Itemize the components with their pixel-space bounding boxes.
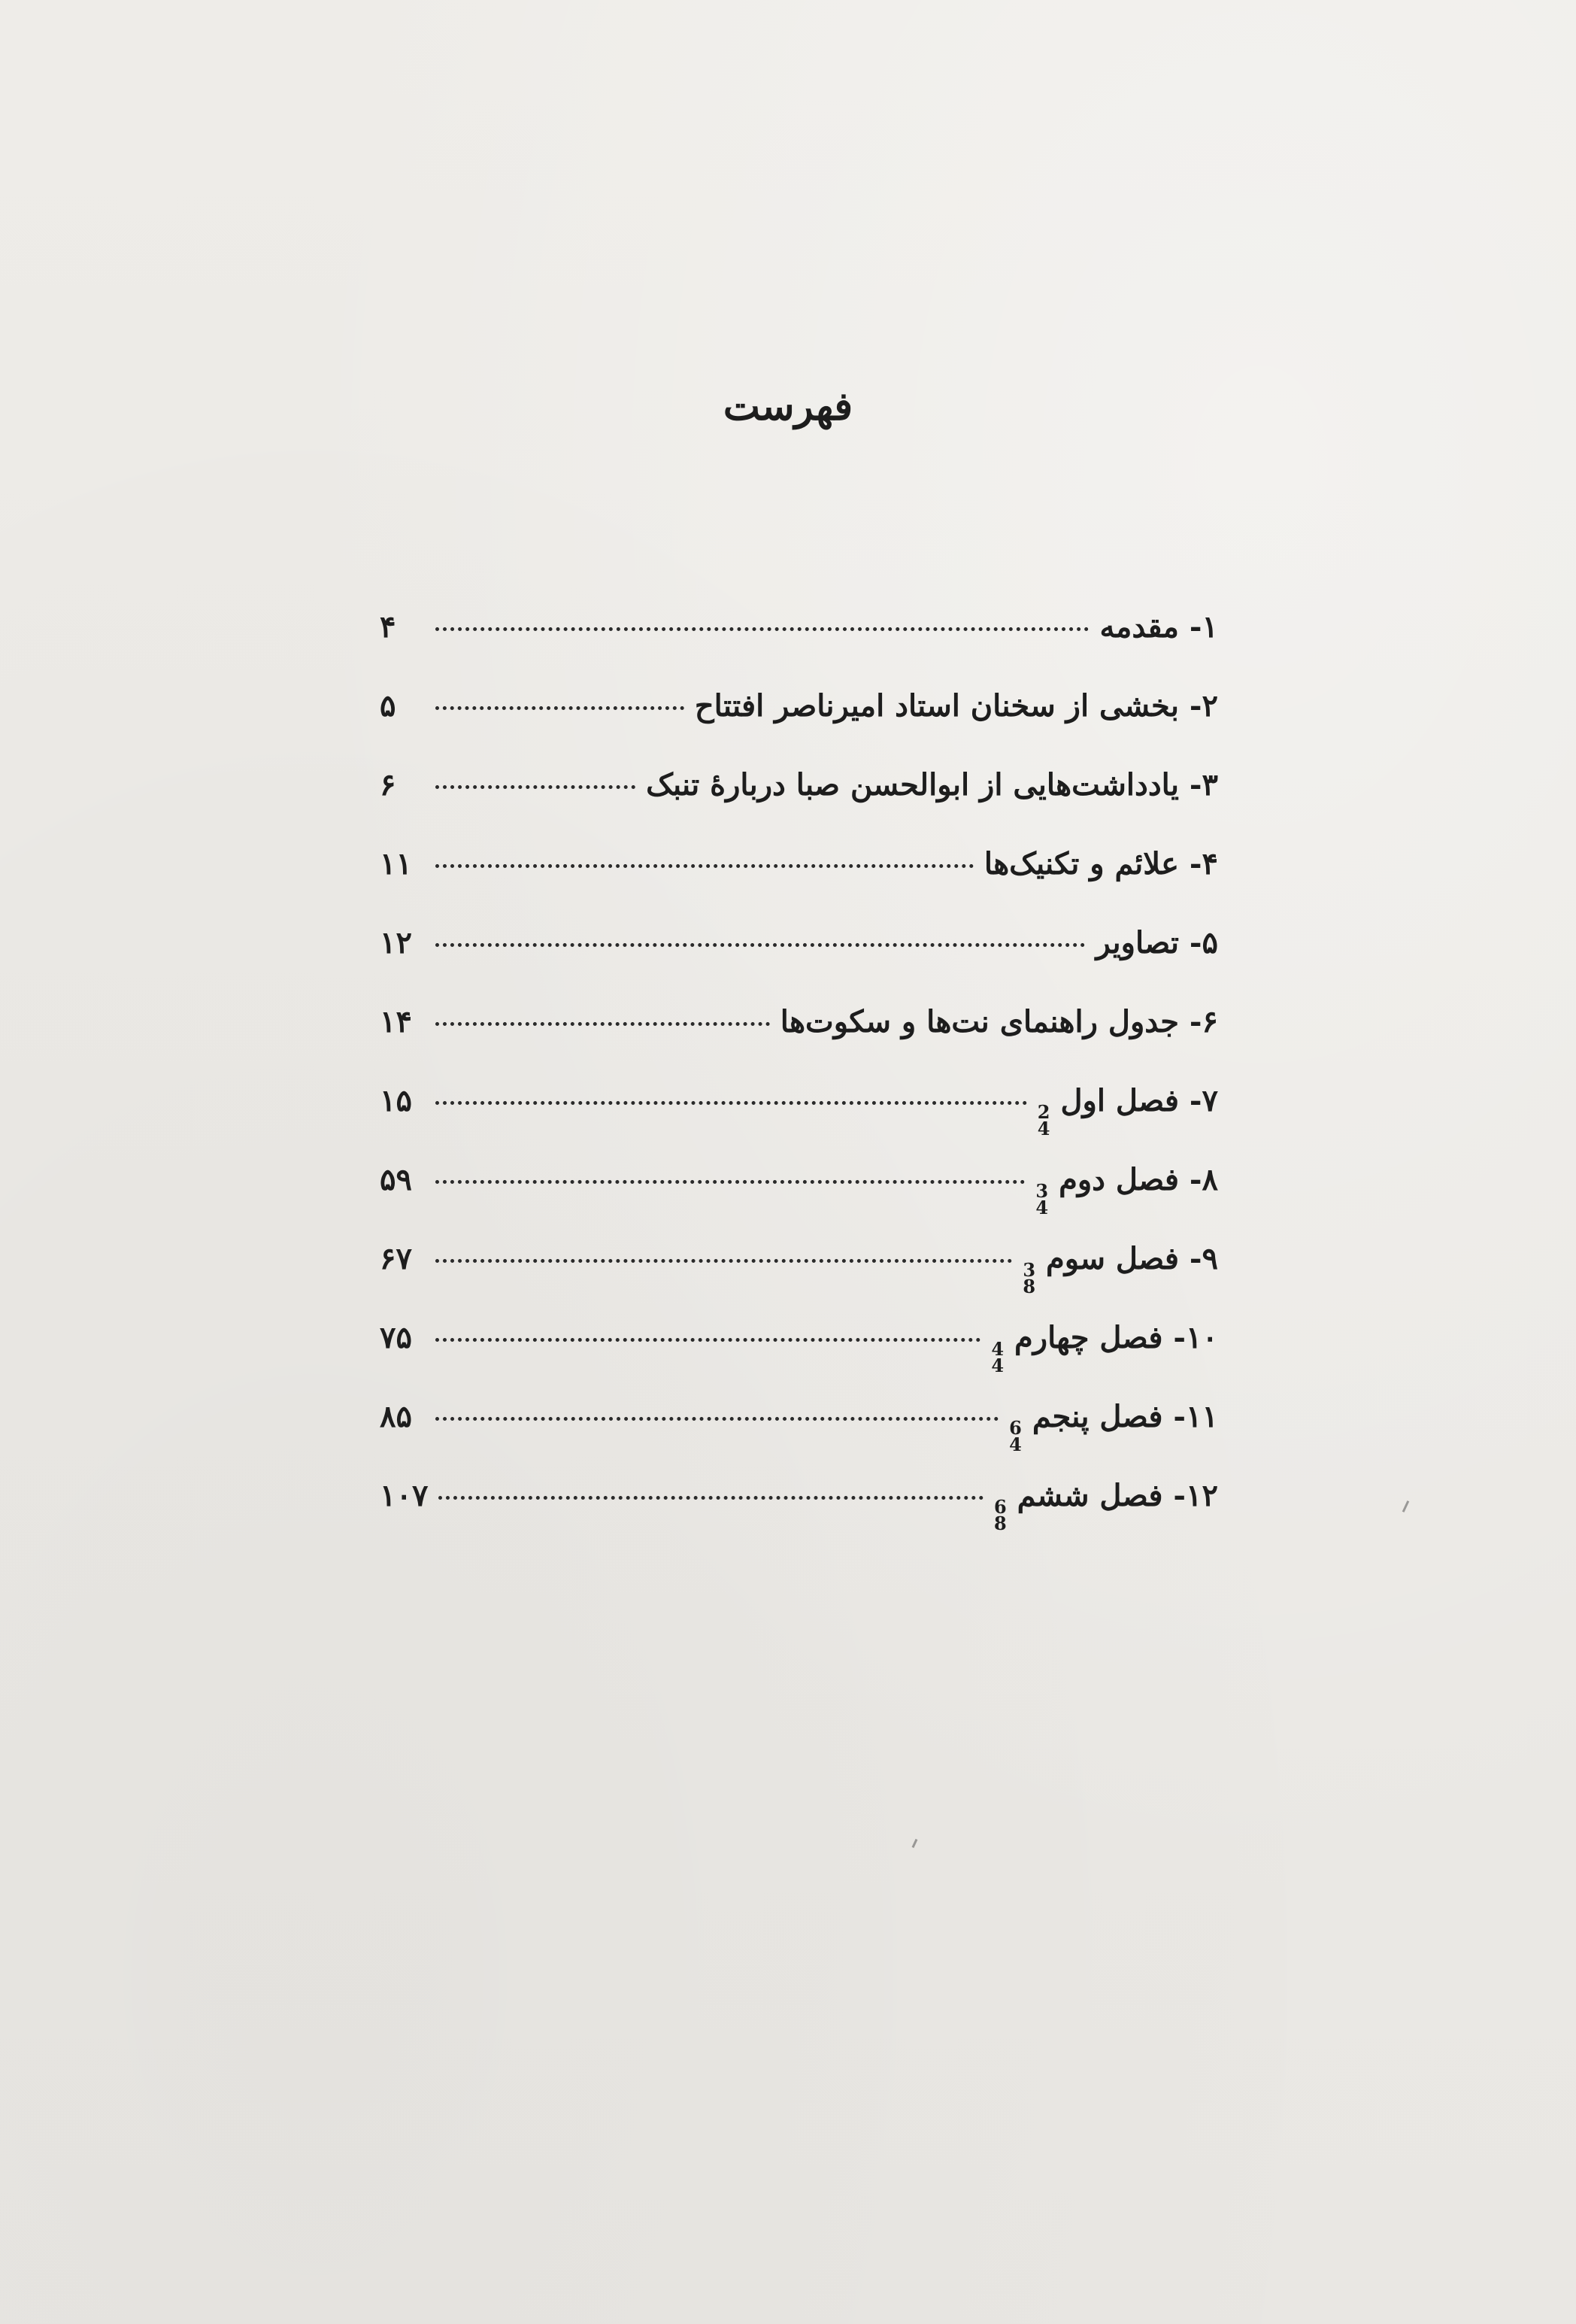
toc-entry-11	[380, 1399, 1218, 1478]
time-signature-denominator: 4	[1009, 1434, 1022, 1455]
time-signature-denominator: 4	[991, 1355, 1005, 1376]
toc-entry-label: ۴- علائم و تکنیک‌ها	[983, 846, 1218, 881]
time-signature	[1037, 1101, 1050, 1139]
table-of-contents	[380, 609, 1218, 1557]
toc-entry-4	[380, 846, 1218, 925]
dot-leader	[435, 627, 1089, 631]
toc-page-number: ۵	[380, 688, 396, 724]
toc-page-number: ۱۱	[380, 846, 412, 881]
toc-page-number: ۶	[380, 767, 396, 802]
toc-entry-5	[380, 925, 1218, 1004]
time-signature-numerator: 3	[1023, 1259, 1036, 1281]
dot-leader	[438, 1496, 983, 1500]
dot-leader	[435, 943, 1085, 947]
toc-entry-label: ۸- فصل دوم 3 4	[1035, 1162, 1218, 1218]
toc-page-number: ۱۴	[380, 1004, 412, 1039]
toc-page-number: ۱۰۷	[380, 1478, 429, 1513]
toc-page-number: ۷۵	[380, 1320, 412, 1355]
dot-leader	[435, 1338, 980, 1342]
toc-entry-label: ۱- مقدمه	[1099, 609, 1218, 645]
time-signature	[1009, 1417, 1022, 1455]
toc-entry-label: ۲- بخشی از سخنان استاد امیرناصر افتتاح	[694, 688, 1218, 724]
toc-entry-8	[380, 1162, 1218, 1241]
toc-entry-label: ۵- تصاویر	[1096, 925, 1218, 960]
time-signature-denominator: 4	[1037, 1118, 1050, 1139]
toc-entry-3	[380, 767, 1218, 846]
toc-entry-label: ۶- جدول راهنمای نت‌ها و سکوت‌ها	[780, 1004, 1218, 1039]
dot-leader	[435, 1259, 1012, 1263]
toc-entry-1	[380, 609, 1218, 688]
time-signature	[1035, 1180, 1049, 1218]
toc-entry-9	[380, 1241, 1218, 1320]
time-signature	[1023, 1259, 1036, 1297]
page-title: فهرست	[723, 384, 853, 429]
time-signature-numerator: 6	[1009, 1417, 1022, 1439]
paper-speck	[1402, 1500, 1409, 1512]
toc-page-number: ۱۵	[380, 1083, 412, 1118]
time-signature-denominator: 8	[1023, 1276, 1036, 1297]
time-signature	[991, 1338, 1005, 1376]
time-signature	[993, 1496, 1007, 1534]
toc-entry-label: ۷- فصل اول 2 4	[1037, 1083, 1218, 1139]
dot-leader	[435, 1180, 1025, 1184]
time-signature-numerator: 2	[1037, 1101, 1050, 1123]
toc-page-number: ۴	[380, 609, 396, 645]
paper-speck	[912, 1839, 918, 1848]
toc-entry-label: ۹- فصل سوم 3 8	[1023, 1241, 1218, 1297]
toc-entry-label: ۱۱- فصل پنجم 6 4	[1009, 1399, 1218, 1455]
dot-leader	[435, 785, 635, 789]
dot-leader	[435, 1101, 1027, 1105]
time-signature-numerator: 4	[991, 1338, 1005, 1360]
toc-entry-10	[380, 1320, 1218, 1399]
toc-page-number: ۶۷	[380, 1241, 412, 1276]
toc-entry-2	[380, 688, 1218, 767]
toc-page-number: ۸۵	[380, 1399, 412, 1434]
time-signature-denominator: 8	[993, 1512, 1007, 1534]
toc-page-number: ۵۹	[380, 1162, 412, 1197]
toc-entry-6	[380, 1004, 1218, 1083]
toc-entry-12	[380, 1478, 1218, 1557]
toc-entry-label: ۳- یادداشت‌هایی از ابوالحسن صبا دربارهٔ تنبک	[646, 767, 1218, 802]
toc-entry-7	[380, 1083, 1218, 1162]
time-signature-numerator: 6	[993, 1496, 1007, 1518]
dot-leader	[435, 1417, 999, 1421]
dot-leader	[435, 1022, 770, 1026]
time-signature-numerator: 3	[1035, 1180, 1049, 1202]
dot-leader	[435, 706, 684, 710]
dot-leader	[435, 864, 974, 868]
toc-page-number: ۱۲	[380, 925, 412, 960]
toc-entry-label: ۱۲- فصل ششم 6 8	[993, 1478, 1218, 1534]
time-signature-denominator: 4	[1035, 1197, 1049, 1218]
toc-entry-label: ۱۰- فصل چهارم 4 4	[991, 1320, 1218, 1376]
